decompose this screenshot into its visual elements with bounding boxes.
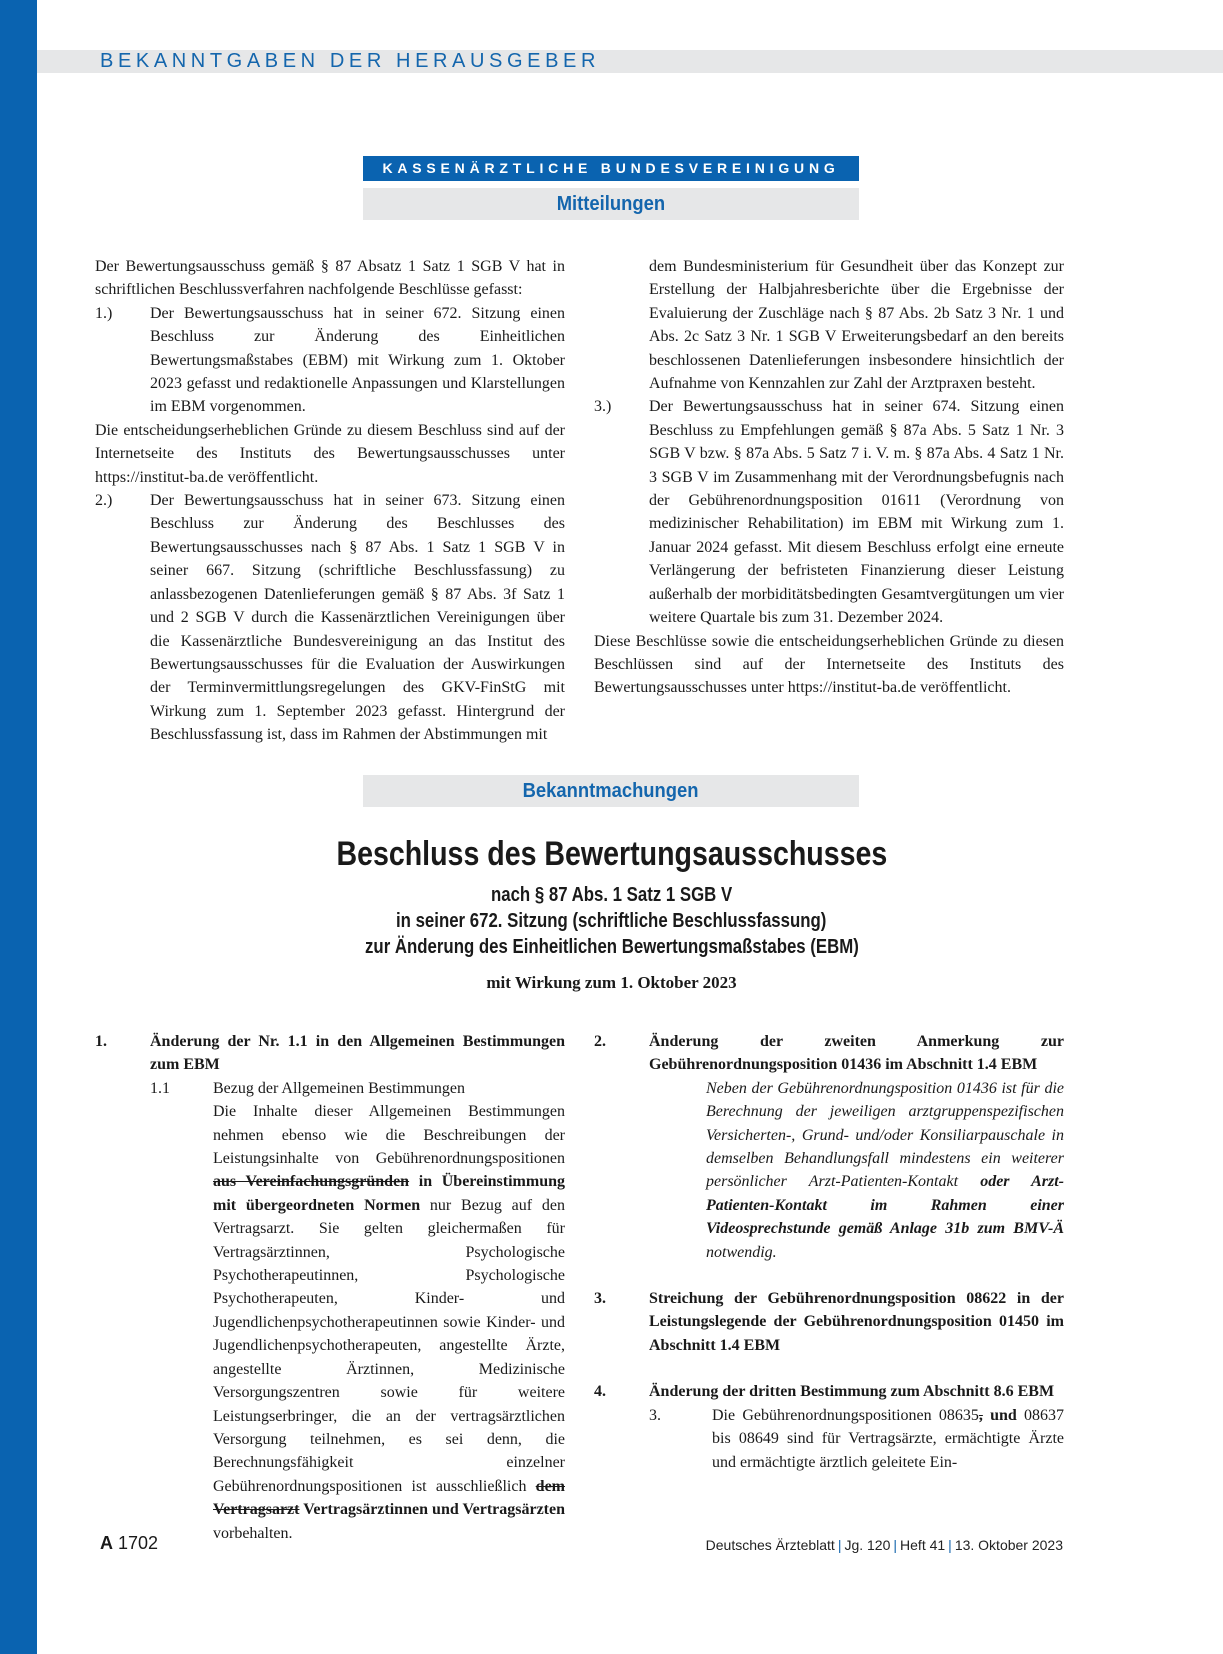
page-number-value: 1702	[118, 1533, 159, 1553]
section-number: 2.	[594, 1033, 606, 1050]
journal-name: Deutsches Ärzteblatt	[705, 1537, 835, 1553]
section-2-text	[706, 1077, 1064, 1264]
section-1-heading	[95, 1030, 565, 1077]
section-number: 1.	[95, 1033, 107, 1050]
deleted-text: aus Vereinfachungsgründen	[213, 1173, 410, 1191]
mitteilungen-right-column	[594, 255, 1064, 700]
bekanntmachungen-heading: Bekanntmachungen	[363, 775, 859, 807]
left-color-bar	[0, 0, 37, 1654]
mitteilung-item-2-continued	[594, 255, 1064, 395]
mitteilung-item-1	[95, 302, 565, 419]
page-prefix: A	[100, 1533, 113, 1553]
journal-date: 13. Oktober 2023	[954, 1537, 1063, 1553]
mitteilungen-heading: Mitteilungen	[363, 188, 859, 220]
item-number: 3.)	[594, 398, 612, 416]
inserted-text: in Übereinstimmung mit übergeordneten Normen	[213, 1173, 566, 1214]
mitteilung-item-2	[95, 489, 565, 746]
text-run: notwendig.	[706, 1243, 777, 1261]
section-number: 4.	[594, 1383, 606, 1401]
section-title: Streichung der Gebührenordnungsposition 08622 in der Leistungslegende der Gebührenordnungsposition 01450 im Abschnitt 1.4 EBM	[649, 1290, 1064, 1354]
inserted-text: oder Arzt-Patienten-Kontakt im Rahmen einer Videosprechstunde gemäß Anlage 31b zum BMV-Ä	[706, 1173, 1064, 1238]
subsection-1-1-heading	[150, 1077, 565, 1100]
subsection-number: 1.1	[150, 1079, 170, 1097]
mitteilungen-intro: Der Bewertungsausschuss gemäß § 87 Absatz 1 Satz 1 SGB V hat in schriftlichen Beschlussverfahren nachfolgende Beschlüsse gefasst:	[95, 258, 565, 299]
beschluss-subtitle-3: zur Änderung des Einheitlichen Bewertungsmaßstabes (EBM)	[364, 936, 859, 958]
mitteilung-item-3	[594, 395, 1064, 629]
page-number	[100, 1533, 158, 1554]
journal-issue: Heft 41	[900, 1537, 946, 1553]
item-text	[712, 1404, 1064, 1474]
mitteilungen-grounds-1: Die entscheidungserheblichen Gründe zu diesem Beschluss sind auf der Internetseite des Instituts des Bewertungsausschusses unter https://institut-ba.de veröffentlicht.	[95, 421, 565, 486]
item-text: Der Bewertungsausschuss hat in seiner 672. Sitzung einen Beschluss zur Änderung des Einheitlichen Bewertungsmaßstabes (EBM) mit Wirkung zum 1. Oktober 2023 gefasst und redaktionelle Anpassungen und Klarstellungen im EBM vorgenommen.	[150, 304, 565, 416]
subsection-title: Bezug der Allgemeinen Bestimmungen	[213, 1079, 465, 1097]
organization-banner: KASSENÄRZTLICHE BUNDESVEREINIGUNG	[363, 156, 859, 181]
item-number: 3.	[649, 1406, 661, 1424]
item-number: 1.)	[95, 304, 113, 322]
journal-footer: Deutsches Ärzteblatt | Jg. 120 | Heft 41 | 13. Oktober 2023	[705, 1537, 1063, 1553]
mitteilungen-left-column	[95, 255, 565, 747]
section-3-heading	[594, 1287, 1064, 1357]
text-run: Die Gebührenordnungspositionen 08635	[712, 1406, 979, 1424]
inserted-text: Vertragsärztinnen und Vertragsärzten	[299, 1501, 565, 1519]
beschluss-right-column	[594, 1030, 1064, 1474]
beschluss-effective-date: mit Wirkung zum 1. Oktober 2023	[486, 973, 737, 992]
section-title: Änderung der dritten Bestimmung zum Abschnitt 8.6 EBM	[649, 1383, 1055, 1401]
text-run: vorbehalten.	[213, 1524, 293, 1542]
section-2-heading	[594, 1030, 1064, 1077]
item-text: Der Bewertungsausschuss hat in seiner 673. Sitzung einen Beschluss zur Änderung des Beschlusses des Bewertungsausschusses nach § 87 Abs. 1 Satz 1 SGB V in seiner 667. Sitzung (schriftliche Beschlussfassung) zu anlassbezogenen Datenlieferungen gemäß § 87 Abs. 3f Satz 1 und 2 SGB V durch die Kassenärztlichen Vereinigungen über die Kassenärztliche Bundesvereinigung an das Institut des Bewertungsausschusses für die Evaluation der Auswirkungen der Terminvermittlungsregelungen des GKV-FinStG mit Wirkung zum 1. September 2023 gefasst. Hintergrund der Beschlussfassung ist, dass im Rahmen der Abstimmungen mit	[150, 492, 565, 744]
deleted-text: ,	[978, 1406, 983, 1424]
text-run: nur Bezug auf den Vertragsarzt. Sie gelten gleichermaßen für Vertragsärztinnen, Psychologische Psychotherapeutinnen, Psychologische Psychotherapeuten, Kinder- und Jugendlichenpsychotherapeutinnen sowie Kinder- und Jugendlichenpsychotherapeuten, angestellte Ärzte, angestellte Ärztinnen, Medizinische Versorgungszentren sowie für weitere Leistungserbringer, die an der vertragsärztlichen Versorgung teilnehmen, es sei denn, die Berechnungsfähigkeit einzelner Gebührenordnungspositionen ist ausschließlich	[213, 1196, 566, 1495]
inserted-text: und	[982, 1406, 1017, 1424]
section-title: Änderung der zweiten Anmerkung zur Gebührenordnungsposition 01436 im Abschnitt 1.4 EBM	[649, 1033, 1064, 1074]
item-number: 2.)	[95, 492, 113, 510]
text-run: 08637 bis 08649 sind für Vertragsärzte, ermächtigte Ärzte und ermächtigte ärztlich geleitete Ein-	[712, 1406, 1065, 1471]
mitteilungen-grounds-2: Diese Beschlüsse sowie die entscheidungserheblichen Gründe zu diesen Beschlüssen sind auf der Internetseite des Instituts des Bewertungsausschusses unter https://institut-ba.de veröffentlicht.	[594, 632, 1064, 697]
section-title: Änderung der Nr. 1.1 in den Allgemeinen Bestimmungen zum EBM	[150, 1033, 565, 1074]
beschluss-title: Beschluss des Bewertungsausschusses	[336, 835, 887, 873]
deleted-text: dem Vertragsarzt	[213, 1477, 565, 1519]
beschluss-subtitle-1: nach § 87 Abs. 1 Satz 1 SGB V	[490, 884, 733, 906]
section-4-item-3	[649, 1404, 1064, 1474]
subsection-1-1-text	[213, 1100, 565, 1545]
item-text: dem Bundesministerium für Gesundheit über das Konzept zur Erstellung der Halbjahresberichte über die Ergebnisse der Evaluierung der Zuschläge nach § 87 Abs. 2b Satz 3 Nr. 1 und Abs. 2c Satz 3 Nr. 1 SGB V Erweiterungsbedarf an den bereits beschlossenen Datenlieferungen insbesondere hinsichtlich der Aufnahme von Kennzahlen zur Zahl der Arztpraxen besteht.	[649, 258, 1064, 393]
section-header-title: BEKANNTGABEN DER HERAUSGEBER	[100, 50, 600, 72]
section-number: 3.	[594, 1290, 606, 1308]
text-run: Die Inhalte dieser Allgemeinen Bestimmungen nehmen ebenso wie die Beschreibungen der Leistungsinhalte von Gebührenordnungspositionen	[213, 1103, 565, 1168]
item-text: Der Bewertungsausschuss hat in seiner 674. Sitzung einen Beschluss zu Empfehlungen gemäß § 87a Abs. 5 Satz 1 Nr. 3 SGB V bzw. § 87a Abs. 5 Satz 7 i. V. m. § 87a Abs. 4 Satz 1 Nr. 3 SGB V im Zusammenhang mit der Verordnungsbefugnis nach der Gebührenordnungsposition 01611 (Verordnung von medizinischer Rehabilitation) im EBM mit Wirkung zum 1. Januar 2024 gefasst. Mit diesem Beschluss erfolgt eine erneute Verlängerung der befristeten Finanzierung dieser Leistung außerhalb der morbiditätsbedingten Gesamtvergütungen um vier weitere Quartale bis zum 31. Dezember 2024.	[649, 398, 1064, 627]
beschluss-subtitle-2: in seiner 672. Sitzung (schriftliche Beschlussfassung)	[396, 910, 827, 932]
text-run: Neben der Gebührenordnungsposition 01436 ist für die Berechnung der jeweiligen arztgruppenspezifischen Versicherten-, Grund- und/oder Konsiliarpauschale in demselben Behandlungsfall mindestens ein weiterer persönlicher Arzt-Patienten-Kontakt	[706, 1079, 1064, 1191]
section-4-heading	[594, 1380, 1064, 1403]
beschluss-left-column	[95, 1030, 565, 1545]
journal-volume: Jg. 120	[844, 1537, 891, 1553]
